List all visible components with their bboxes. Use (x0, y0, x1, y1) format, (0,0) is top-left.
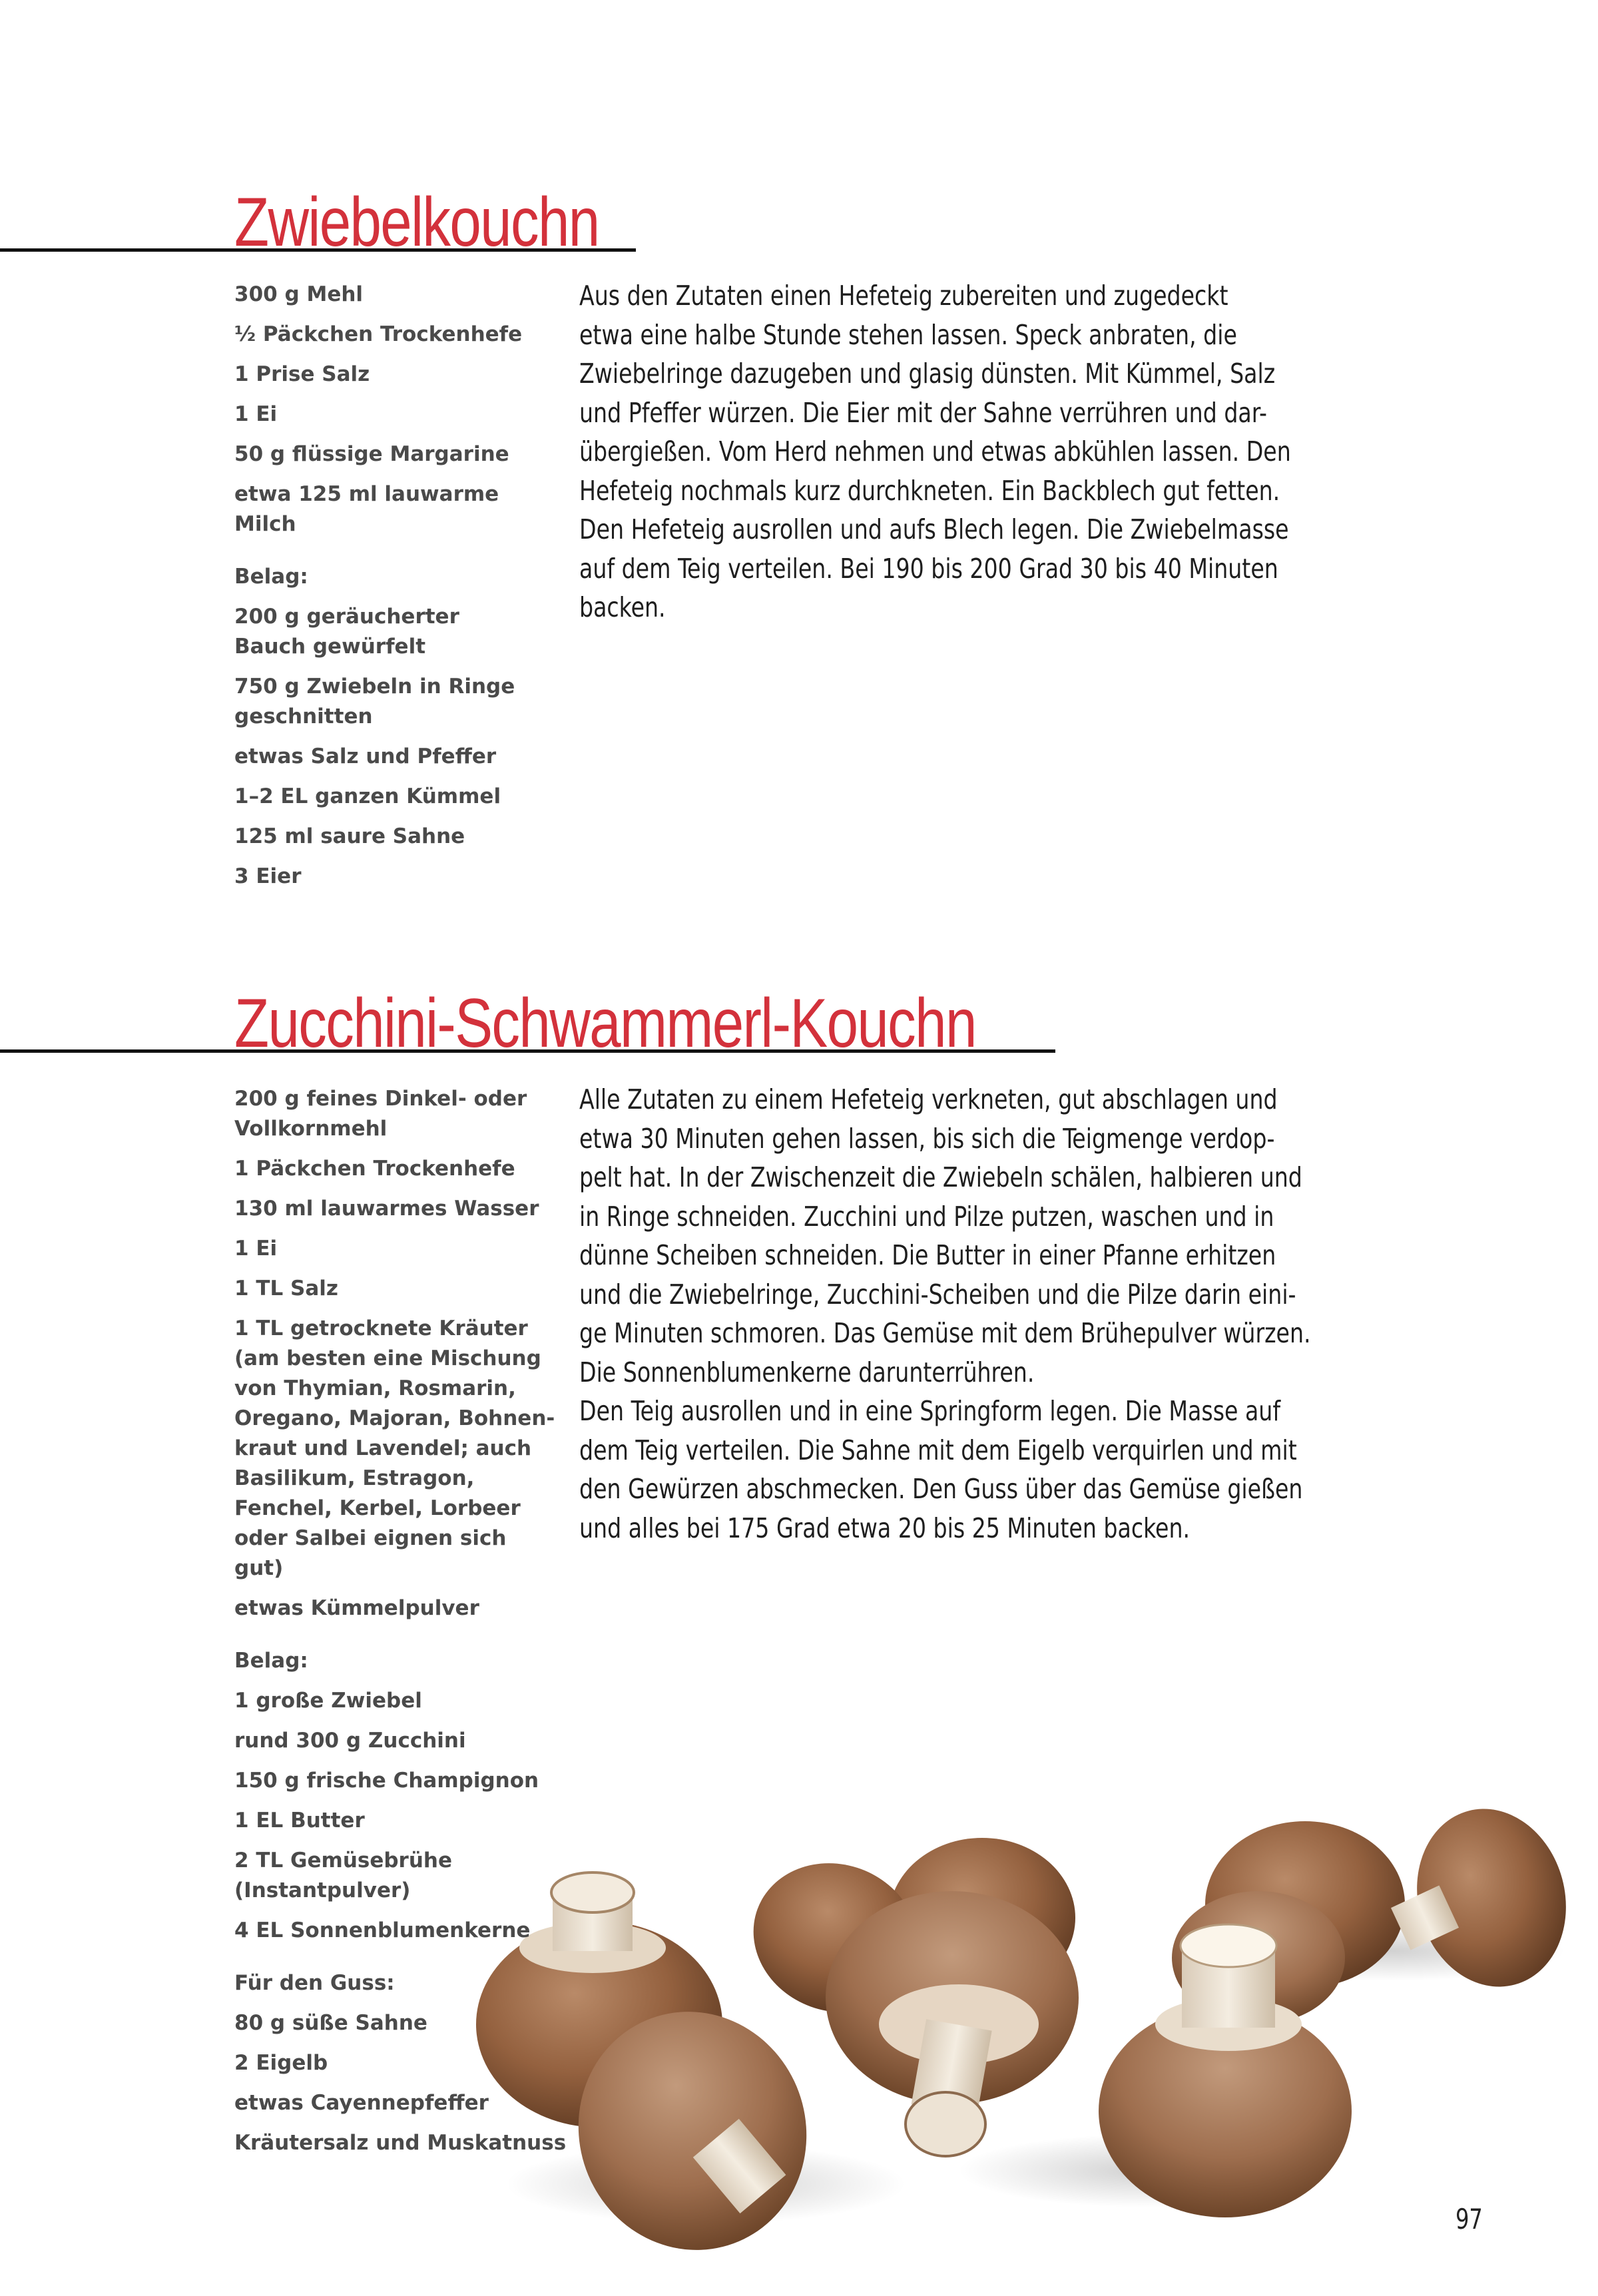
mushroom-photo (426, 1705, 1598, 2296)
ingredient: 200 g feines Dinkel- oder Vollkornmehl (234, 1087, 527, 1141)
ingredient: etwas Cayennepfeffer (234, 2091, 489, 2115)
instruction-line: ge Minuten schmoren. Das Gemüse mit dem Brühepulver würzen. (579, 1317, 1311, 1349)
ingredient: etwa 125 ml lauwarme Milch (234, 482, 499, 536)
ingredient: 80 g süße Sahne (234, 2011, 427, 2035)
ingredient-group-label: Belag: (234, 1649, 308, 1673)
instruction-line: Den Hefeteig ausrollen und aufs Blech legen. Die Zwiebelmasse (579, 513, 1289, 545)
instructions-1 (579, 276, 1370, 627)
ingredient: 130 ml lauwarmes Wasser (234, 1197, 539, 1221)
ingredient: 200 g geräucherter Bauch gewürfelt (234, 605, 459, 659)
instruction-line: in Ringe schneiden. Zucchini und Pilze putzen, waschen und in (579, 1200, 1274, 1233)
ingredient: 1 Ei (234, 1237, 278, 1261)
ingredient: ½ Päckchen Trockenhefe (234, 322, 523, 346)
ingredient-list-1 (234, 280, 567, 902)
ingredient: 3 Eier (234, 864, 302, 888)
ingredient: 1 Päckchen Trockenhefe (234, 1157, 515, 1181)
instruction-line: den Gewürzen abschmecken. Den Guss über das Gemüse gießen (579, 1473, 1303, 1505)
instruction-line: etwa 30 Minuten gehen lassen, bis sich die Teigmenge verdop- (579, 1122, 1275, 1155)
ingredient: 50 g flüssige Margarine (234, 442, 509, 466)
instruction-line: Zwiebelringe dazugeben und glasig dünsten. Mit Kümmel, Salz (579, 358, 1276, 390)
ingredient-list-2 (234, 1084, 567, 2168)
ingredient: 1 TL Salz (234, 1277, 338, 1300)
ingredient: etwas Kümmelpulver (234, 1596, 479, 1620)
ingredient: 1 große Zwiebel (234, 1689, 422, 1713)
instruction-line: und die Zwiebelringe, Zucchini-Scheiben und die Pilze darin eini- (579, 1278, 1296, 1310)
instruction-line: und alles bei 175 Grad etwa 20 bis 25 Minuten backen. (579, 1512, 1191, 1544)
ingredient: 1 EL Butter (234, 1809, 365, 1833)
ingredient-group-label: Für den Guss: (234, 1971, 395, 1995)
ingredient: 4 EL Sonnenblumenkerne (234, 1918, 531, 1942)
instruction-line: Die Sonnenblumenkerne darunterrühren. (579, 1356, 1035, 1388)
instruction-line: etwa eine halbe Stunde stehen lassen. Speck anbraten, die (579, 318, 1237, 351)
instruction-line: Alle Zutaten zu einem Hefeteig verkneten, gut abschlagen und (579, 1083, 1278, 1115)
ingredient: Kräutersalz und Muskatnuss (234, 2131, 567, 2155)
recipe-title-1: Zwiebelkouchn (234, 184, 599, 261)
ingredient: rund 300 g Zucchini (234, 1729, 466, 1753)
instruction-line: dem Teig verteilen. Die Sahne mit dem Eigelb verquirlen und mit (579, 1434, 1297, 1466)
instruction-line: Den Teig ausrollen und in eine Springform legen. Die Masse auf (579, 1395, 1281, 1427)
ingredient: 300 g Mehl (234, 282, 364, 306)
ingredient: 2 TL Gemüsebrühe (Instantpulver) (234, 1849, 453, 1902)
page-number: 97 (1456, 2203, 1483, 2235)
ingredient: 150 g frische Champignon (234, 1769, 539, 1793)
ingredient: 1 Prise Salz (234, 362, 370, 386)
ingredient: 1 Ei (234, 402, 278, 426)
instruction-line: Hefeteig nochmals kurz durchkneten. Ein Backblech gut fetten. (579, 474, 1280, 507)
recipe-title-2: Zucchini-Schwammerl-Kouchn (234, 985, 976, 1062)
ingredient-group-label: Belag: (234, 565, 308, 589)
ingredient: 1 TL getrocknete Kräuter (am besten eine Mischung von Thymian, Rosmarin, Oregano, Majoran, Bohnenkraut und Lavendel; auch Basilikum, Estragon, Fenchel, Kerbel, Lorbeer oder Salbei eignen sich gut) (234, 1316, 555, 1580)
instructions-2 (579, 1080, 1370, 1548)
instruction-line: backen. (579, 591, 666, 623)
ingredient: 1–2 EL ganzen Kümmel (234, 784, 501, 808)
ingredient: 125 ml saure Sahne (234, 824, 465, 848)
instruction-line: übergießen. Vom Herd nehmen und etwas abkühlen lassen. Den (579, 435, 1291, 467)
instruction-line: und Pfeffer würzen. Die Eier mit der Sahne verrühren und dar- (579, 396, 1268, 429)
instruction-line: dünne Scheiben schneiden. Die Butter in einer Pfanne erhitzen (579, 1239, 1276, 1271)
instruction-line: Aus den Zutaten einen Hefeteig zubereiten und zugedeckt (579, 280, 1228, 312)
ingredient: 750 g Zwiebeln in Ringe geschnitten (234, 675, 515, 728)
ingredient: etwas Salz und Pfeffer (234, 744, 497, 768)
instruction-line: auf dem Teig verteilen. Bei 190 bis 200 Grad 30 bis 40 Minuten (579, 552, 1278, 585)
instruction-line: pelt hat. In der Zwischenzeit die Zwiebeln schälen, halbieren und (579, 1161, 1302, 1193)
ingredient: 2 Eigelb (234, 2051, 328, 2075)
